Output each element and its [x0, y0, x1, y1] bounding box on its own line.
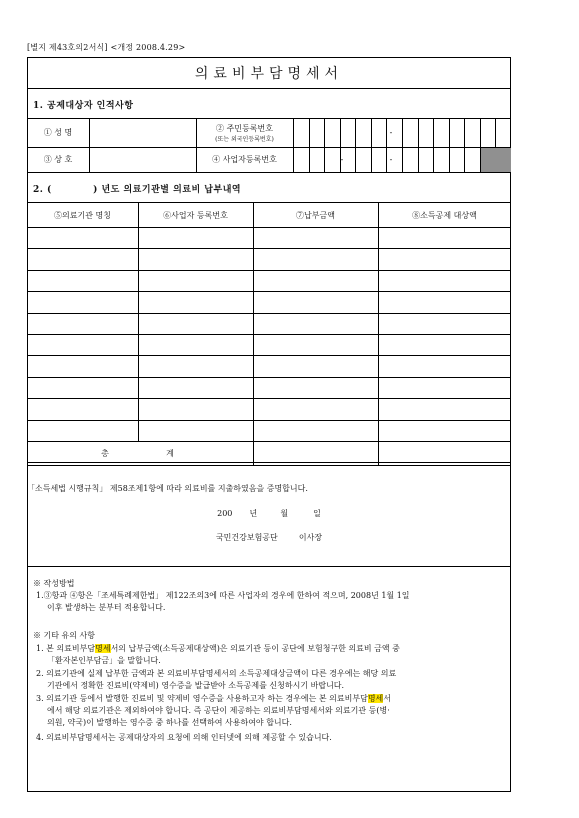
digit-box-divider — [355, 118, 356, 147]
note-3 — [36, 693, 391, 705]
section2-heading — [33, 182, 241, 195]
rrn-sublabel: (또는 외국인등록번호) — [215, 135, 274, 143]
note-4: 4. 의료비부담명세서는 공제대상자의 요청에 의해 인터넷에 의해 제공할 수 있습니다. — [36, 733, 332, 742]
digit-box-divider — [418, 118, 419, 147]
digit-box-divider — [464, 118, 465, 147]
digit-box-divider — [309, 147, 310, 172]
note-1-cont: 「환자본인부담금」을 말합니다. — [47, 656, 161, 665]
form-header: [별지 제43호의2서식] <개정 2008.4.29> — [27, 43, 186, 52]
rrn-dash: - — [389, 128, 393, 137]
digit-box-divider — [464, 147, 465, 172]
brn-dash-2: - — [389, 155, 393, 164]
day-unit: 일 — [313, 509, 321, 518]
digit-box-divider — [309, 118, 310, 147]
brn-dash-1: - — [340, 155, 344, 164]
digit-box-divider — [495, 118, 496, 147]
col-header-institution: ⑤의료기관 명칭 — [54, 210, 111, 220]
section1-heading — [33, 98, 133, 111]
note-1-b: 서의 납부금액(소득공제대상액)은 의료기관 등이 공단에 보험청구한 의료비 금액 중 — [110, 644, 400, 653]
table-row[interactable] — [27, 398, 138, 419]
issue-year: 200 — [217, 509, 233, 518]
section1-number: 1. — [33, 101, 44, 111]
digit-box-divider — [449, 118, 450, 147]
divider-title — [27, 88, 511, 89]
section1-title: 공제대상자 인적사항 — [47, 101, 134, 111]
company-label: ③ 상 호 — [43, 155, 73, 164]
issuer-name: 국민건강보험공단 — [215, 533, 278, 542]
digit-box-divider — [355, 147, 356, 172]
year-unit: 년 — [249, 509, 258, 518]
brn-label: ④ 사업자등록번호 — [212, 155, 277, 164]
table-row[interactable] — [27, 334, 138, 355]
digit-box-divider — [324, 147, 325, 172]
table-row[interactable] — [27, 313, 138, 334]
digit-box-divider — [371, 147, 372, 172]
note-3-cont-2: 의원, 약국)이 발행하는 영수증 중 하나를 선택하여 사용하여야 합니다. — [47, 718, 292, 727]
company-field[interactable] — [89, 147, 196, 172]
instruction-item-1-cont: 이후 발생하는 분부터 적용합니다. — [47, 603, 166, 612]
name-field[interactable] — [89, 118, 196, 147]
table-row[interactable] — [27, 248, 138, 269]
digit-box-divider — [324, 118, 325, 147]
name-label: ① 성 명 — [43, 128, 73, 137]
col-header-deductible: ⑧소득공제 대상액 — [412, 210, 477, 220]
note-3-b: 서 — [383, 694, 392, 703]
note-3-cont: 에서 해당 의료기관은 제외하여야 합니다. 즉 공단이 제공하는 의료비부담명세서와 의료기관 등(병· — [47, 706, 390, 715]
note-3-highlight: 명세 — [367, 694, 384, 703]
table-row[interactable] — [27, 291, 138, 312]
issuer — [27, 532, 511, 544]
table-row[interactable] — [27, 227, 138, 248]
col-header-amount: ⑦납부금액 — [296, 210, 335, 220]
notes-heading: ※ 기타 유의 사항 — [33, 631, 95, 640]
page-title: 의료비부담명세서 — [194, 66, 344, 82]
col-header-brn: ⑥사업자 등록번호 — [163, 210, 228, 220]
digit-box-divider — [402, 147, 403, 172]
digit-box-divider — [418, 147, 419, 172]
section2-title: ) 년도 의료기관별 의료비 납부내역 — [93, 185, 242, 195]
total-label-1: 총 — [101, 448, 109, 458]
table-row[interactable] — [27, 270, 138, 291]
table-rule — [253, 202, 254, 465]
rrn-label: ② 주민등록번호 — [216, 123, 273, 133]
section2-number: 2. ( — [33, 185, 52, 195]
rrn-label-cell — [196, 118, 293, 147]
digit-box-divider — [480, 118, 481, 147]
table-row[interactable] — [27, 420, 138, 441]
table-row[interactable] — [27, 355, 138, 376]
table-rule — [138, 202, 139, 441]
note-3-a: 3. 의료기관 등에서 발행한 진료비 및 약제비 영수증을 사용하고자 하는 경우에는 본 의료비부담 — [36, 694, 368, 703]
digit-box-divider — [449, 147, 450, 172]
note-1-a: 1. 본 의료비부담 — [36, 644, 96, 653]
issue-date — [27, 508, 511, 520]
certification-statement: 「소득세법 시행규칙」 제58조제1항에 따라 의료비를 지출하였음을 증명합니다. — [27, 484, 308, 493]
digit-box-divider — [433, 118, 434, 147]
digit-box-divider — [433, 147, 434, 172]
note-2-cont: 기관에서 정확한 진료비(약제비) 영수증을 발급받아 소득공제를 신청하시기 바랍니다. — [47, 681, 345, 690]
instruction-item-1: 1.③항과 ④항은「조세특례제한법」 제122조의3에 따른 사업자의 경우에 한하여 적으며, 2008년 1월 1일 — [36, 591, 410, 600]
note-2: 2. 의료기관에 실제 납부한 금액과 본 의료비부담명세서의 소득공제대상금액이 다른 경우에는 해당 의료 — [36, 669, 397, 678]
digit-box-divider — [402, 118, 403, 147]
total-label-2: 계 — [166, 448, 174, 458]
table-rule — [27, 465, 511, 466]
table-row[interactable] — [27, 377, 138, 398]
digit-box-divider — [340, 118, 341, 147]
shaded-box — [481, 148, 511, 172]
instructions-heading: ※ 작성방법 — [33, 579, 75, 588]
table-rule — [27, 172, 511, 173]
note-1-highlight: 명세 — [95, 644, 111, 653]
divider-certification — [27, 566, 511, 567]
month-unit: 월 — [280, 509, 289, 518]
table-rule — [293, 118, 294, 172]
issuer-title: 이사장 — [298, 533, 323, 542]
note-1 — [36, 643, 400, 655]
digit-box-divider — [371, 118, 372, 147]
table-rule — [378, 202, 379, 465]
